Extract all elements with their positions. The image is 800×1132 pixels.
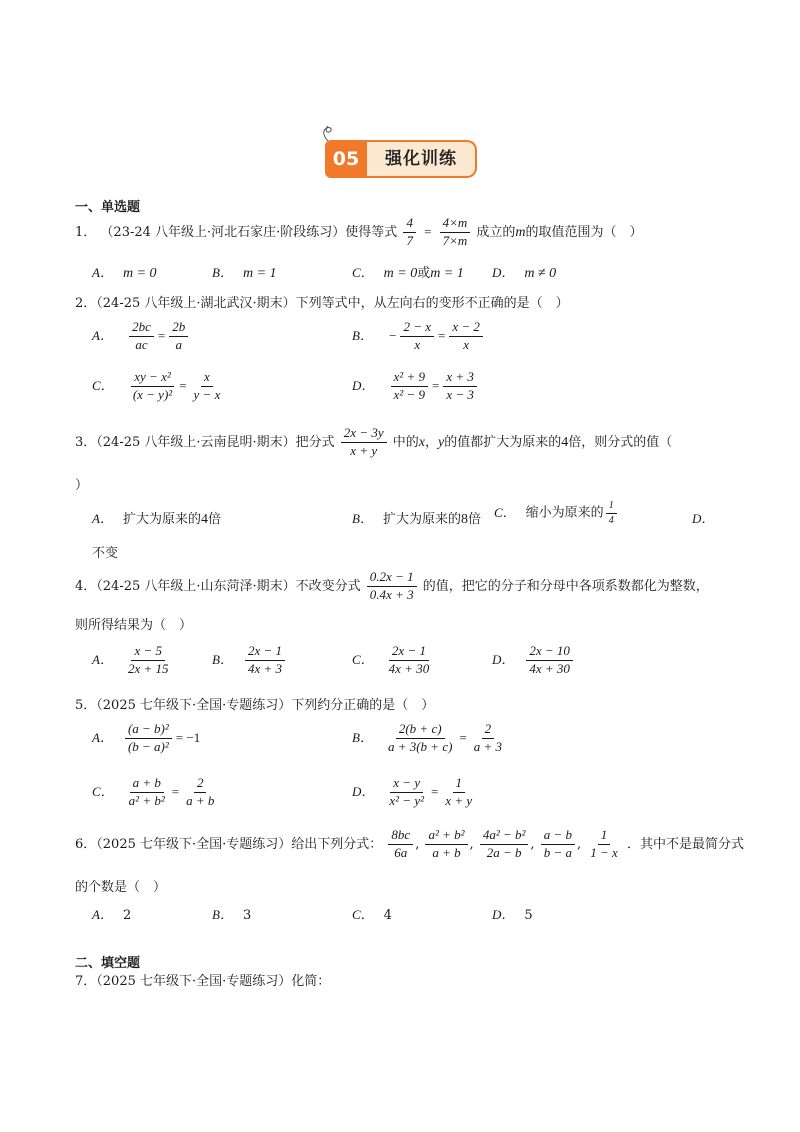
section-heading-single-choice: 一、单选题: [75, 200, 141, 215]
section-heading-fill-blank: 二、填空题: [75, 956, 141, 971]
question-1: 1． （23-24 八年级上·河北石家庄·阶段练习）使得等式 $\frac{4}{7}$ = $\frac{4\times m}{7\times m}$ 成立的m的取值范围为（ ）: [75, 215, 643, 248]
option-d[interactable]: D． $\frac{\text{x² + 9}}{\text{x² − 9}}$ = $\frac{x + 3}{x - 3}$: [352, 370, 479, 403]
fraction: $\frac{4\times m}{7\times m}$: [440, 216, 471, 249]
option-b[interactable]: B． 3: [212, 907, 252, 923]
question-4-line2: 则所得结果为（ ）: [75, 618, 193, 633]
option-a[interactable]: A． m = 0: [92, 265, 157, 281]
question-2: 2．（24-25 八年级上·湖北武汉·期末）下列等式中，从左向右的变形不正确的是（ ）: [75, 296, 569, 311]
option-c[interactable]: C． $\frac{2x - 1}{4x + 30}$: [352, 643, 430, 676]
option-b[interactable]: B． $\frac{2x - 1}{4x + 3}$: [212, 644, 287, 677]
option-b[interactable]: B． $\frac{2(b + c)}{a + 3(b + c)}$ = $\frac{2}{a + 3}$: [352, 721, 503, 754]
option-c[interactable]: C． 缩小为原来的 $\frac{1}{4}$: [494, 500, 619, 526]
question-4: 4．（24-25 八年级上·山东菏泽·期末）不改变分式 $\frac{0.2x - 1}{0.4x + 3}$ 的值，把它的分子和分母中各项系数都化为整数，: [75, 569, 709, 602]
question-source: （23-24 八年级上·河北石家庄·阶段练习）使得等式: [100, 224, 398, 240]
option-a[interactable]: A． $\frac{x - 5}{2x + 15}$: [92, 643, 169, 676]
option-c[interactable]: C． 4: [352, 907, 392, 923]
option-d[interactable]: D． $\frac{x - y}{\text{x² − y²}}$ = $\frac{1}{x + y}$: [352, 775, 473, 808]
option-d[interactable]: D． 5: [492, 907, 533, 923]
question-3-close: ）: [75, 478, 89, 493]
option-b[interactable]: B． − $\frac{2 - x}{x}$ = $\frac{x - 2}{x}$: [352, 320, 485, 353]
banner-title: 强化训练: [367, 140, 477, 178]
banner-number: 05: [325, 140, 367, 178]
question-6-line2: 的个数是（ ）: [75, 880, 167, 895]
option-d[interactable]: D． $\frac{2x - 10}{4x + 30}$: [492, 644, 575, 677]
question-6: 6．（2025 七年级下·全国·专题练习）给出下列分式： $\frac{8bc}{6a}$ , $\frac{\text{a² + b²}}{a + b}$ , $\frac{\text{4a² − b²}}{2a - b}$ , $\frac{a - b}{b - a}$ , $\frac{1}{1 - x}$ ．其中不是最简分式: [75, 827, 744, 860]
option-c[interactable]: C． m = 0或m = 1: [352, 265, 464, 281]
section-banner: [325, 140, 477, 178]
option-c[interactable]: C． $\frac{a + b}{\text{a² + b²}}$ = $\frac{2}{a + b}$: [92, 775, 215, 808]
option-a[interactable]: A． $\frac{\text{(a − b)²}}{\text{(b − a)²}}$ = −1: [92, 721, 201, 754]
option-d[interactable]: D．: [692, 511, 715, 526]
question-3: 3．（24-25 八年级上·云南昆明·期末）把分式 $\frac{2x - 3y}{x + y}$ 中的x，y的值都扩大为原来的4倍，则分式的值（: [75, 425, 673, 458]
fraction: $\frac{4}{7}$: [403, 216, 416, 249]
option-b[interactable]: B． m = 1: [212, 265, 277, 281]
question-5: 5．（2025 七年级下·全国·专题练习）下列约分正确的是（ ）: [75, 698, 435, 713]
option-a[interactable]: A． 2: [92, 907, 132, 923]
question-7: 7．（2025 七年级下·全国·专题练习）化简：: [75, 974, 331, 989]
option-a[interactable]: A． $\frac{2bc}{ac}$ = $\frac{2b}{a}$: [92, 320, 190, 353]
option-a[interactable]: A． 扩大为原来的4倍: [92, 511, 221, 527]
option-d[interactable]: D． m ≠ 0: [492, 265, 557, 281]
question-number: 1．: [75, 224, 97, 240]
option-c[interactable]: C． $\frac{\text{xy − x²}}{\text{(x − y)²}}$ = $\frac{x}{y - x}$: [92, 369, 221, 402]
option-b[interactable]: B． 扩大为原来的8倍: [352, 511, 481, 527]
option-d-text: 不变: [92, 546, 119, 561]
